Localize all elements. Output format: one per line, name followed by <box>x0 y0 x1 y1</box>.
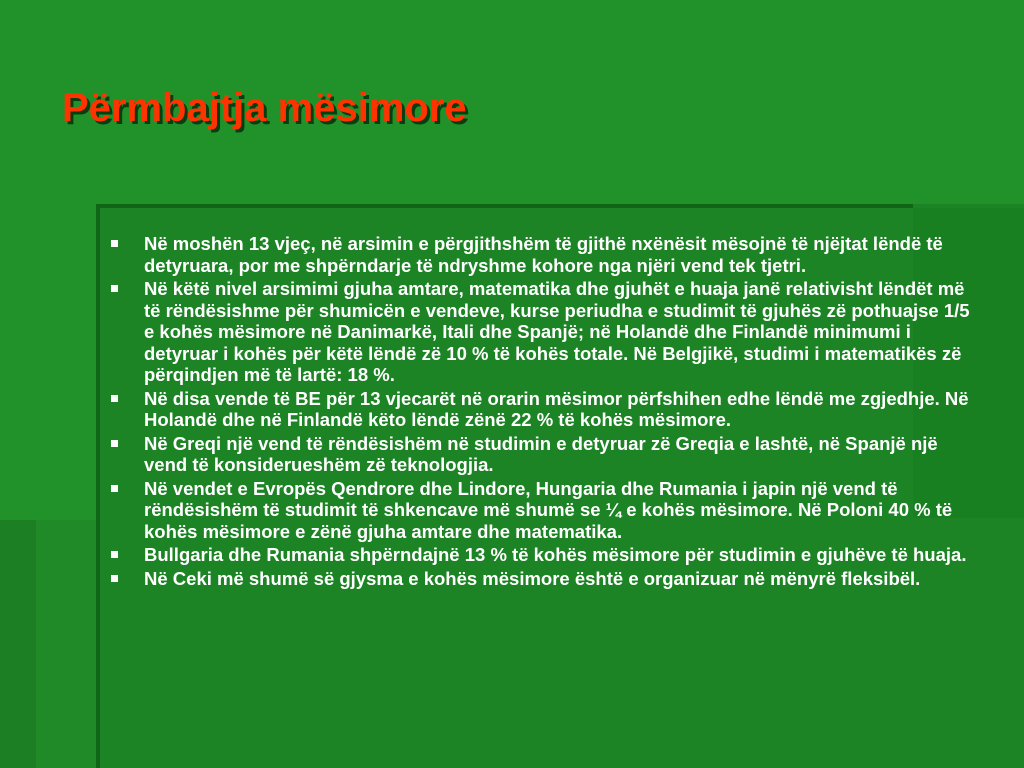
bullet-text: Në Ceki më shumë së gjysma e kohës mësimore është e organizuar në mënyrë fleksibël. <box>144 567 921 589</box>
square-bullet-icon <box>111 440 118 447</box>
content-panel-left-edge <box>96 204 100 768</box>
square-bullet-icon <box>111 285 118 292</box>
bullet-item <box>111 278 981 386</box>
bullet-text: Në Greqi një vend të rëndësishëm në studimin e detyruar zë Greqia e lashtë, në Spanjë një vend të konsiderueshëm zë teknologjia. <box>144 432 938 475</box>
slide-title: Përmbajtja mësimore <box>62 86 467 130</box>
square-bullet-icon <box>111 551 118 558</box>
bullet-text: Bullgaria dhe Rumania shpërndajnë 13 % të kohës mësimore për studimin e gjuhëve të huaja. <box>144 544 967 565</box>
bullet-text: Në moshën 13 vjeç, në arsimin e përgjithshëm të gjithë nxënësit mësojnë të njëjtat lëndë të detyruara, por me shpërndarje të ndryshme kohore nga njëri vend tek tjetri. <box>144 233 943 276</box>
bullet-item <box>111 388 981 431</box>
background-shade-left <box>0 520 36 768</box>
bullet-item <box>111 233 981 276</box>
square-bullet-icon <box>111 485 118 492</box>
bullet-list <box>111 233 981 591</box>
content-panel-top-edge <box>96 204 913 208</box>
bullet-item <box>111 478 981 543</box>
bullet-item <box>111 433 981 476</box>
bullet-text: Në vendet e Evropës Qendrore dhe Lindore, Hungaria dhe Rumania i japin një vend të rëndësishëm të studimit të shkencave më shumë se ¼ e kohës mësimore. Në Poloni 40 % të kohës mësimore e zënë gjuha amtare dhe matematika. <box>144 477 953 542</box>
square-bullet-icon <box>111 395 118 402</box>
bullet-text: Në disa vende të BE për 13 vjecarët në orarin mësimor përfshihen edhe lëndë me zgjedhje. Në Holandë dhe në Finlandë këto lëndë zënë 22 % të kohës mësimore. <box>144 387 969 430</box>
bullet-text: Në këtë nivel arsimimi gjuha amtare, matematika dhe gjuhët e huaja janë relativisht lëndët më të rëndësishme për shumicën e vendeve, kurse periudha e studimit të gjuhës zë pothuajse 1/5 e kohës mësimore në Danimarkë, Itali dhe Spanjë; në Holandë dhe Finlandë minimumi i detyruar i kohës për këtë lëndë zë 10 % të kohës totale. Në Belgjikë, studimi i matematikës zë përqindjen më të lartë: 18 %. <box>144 278 970 385</box>
bullet-item <box>111 544 981 566</box>
background-shade-middle <box>36 520 96 768</box>
bullet-item <box>111 568 981 590</box>
square-bullet-icon <box>111 240 118 247</box>
square-bullet-icon <box>111 575 118 582</box>
